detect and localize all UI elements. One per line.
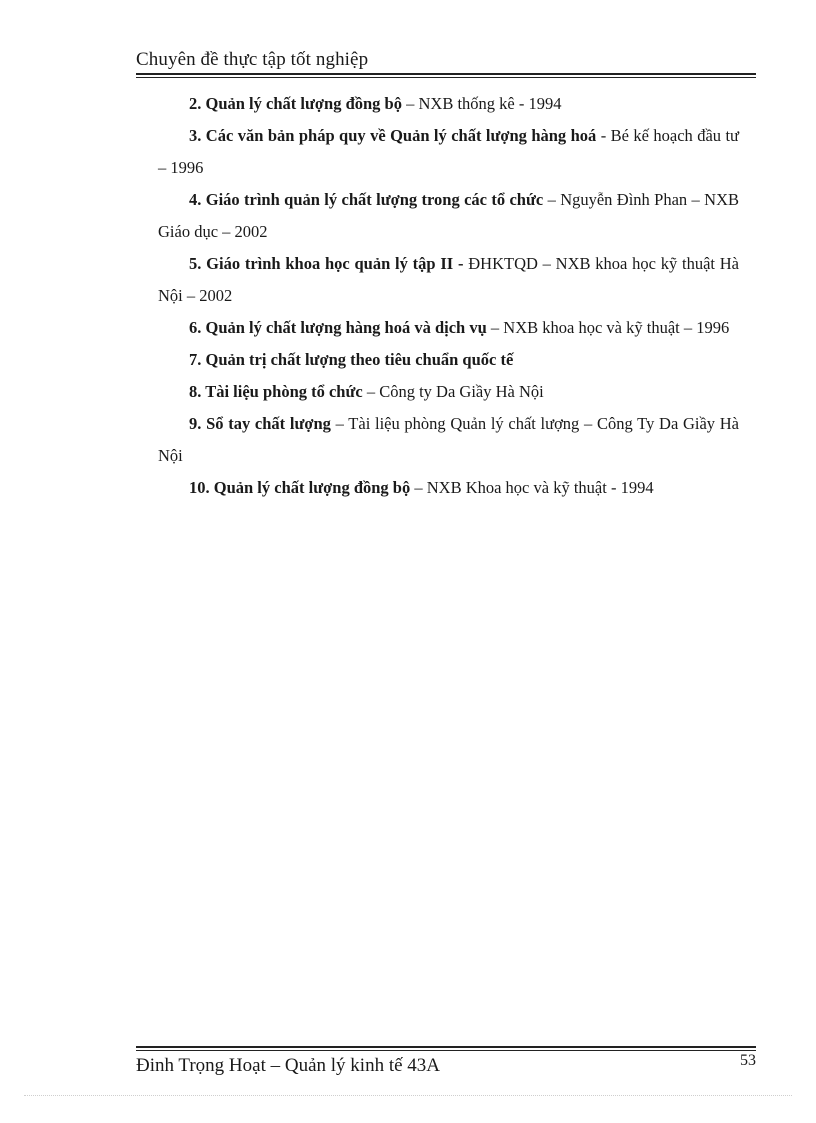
reference-item — [158, 184, 739, 248]
reference-details: – NXB khoa học và kỹ thuật – 1996 — [486, 318, 730, 337]
reference-item — [158, 312, 739, 344]
reference-item — [158, 248, 739, 312]
header-rule-thick — [136, 73, 756, 75]
page-bottom-divider — [24, 1095, 792, 1096]
reference-details: ĐHKTQD – NXB khoa học kỹ thuật Hà Nội – 2002 — [158, 254, 740, 305]
reference-item — [158, 88, 739, 120]
reference-details: – NXB Khoa học và kỹ thuật - 1994 — [410, 478, 654, 497]
reference-item — [158, 344, 739, 376]
reference-details: – Công ty Da Giầy Hà Nội — [362, 382, 544, 401]
reference-title: 2. Quản lý chất lượng đồng bộ — [189, 94, 402, 113]
reference-details: – Nguyễn Đình Phan – NXB Giáo dục – 2002 — [158, 190, 739, 241]
reference-item — [158, 408, 739, 472]
footer-rule-thin — [136, 1050, 756, 1051]
reference-item — [158, 472, 739, 504]
reference-title: 7. Quản trị chất lượng theo tiêu chuẩn quốc tế — [189, 350, 514, 369]
header-rule-thin — [136, 77, 756, 78]
reference-title: 8. Tài liệu phòng tổ chức — [189, 382, 363, 401]
reference-title: 3. Các văn bản pháp quy về Quản lý chất lượng hàng hoá — [189, 126, 597, 145]
reference-title: 6. Quản lý chất lượng hàng hoá và dịch vụ — [189, 318, 487, 337]
reference-item — [158, 376, 739, 408]
reference-title: 5. Giáo trình khoa học quản lý tập II - — [189, 254, 464, 273]
header-title: Chuyên đề thực tập tốt nghiệp — [136, 49, 369, 70]
reference-title: 9. Sổ tay chất lượng — [189, 414, 331, 433]
footer-row — [136, 1053, 756, 1079]
footer-author: Đinh Trọng Hoạt – Quản lý kinh tế 43A — [136, 1055, 440, 1076]
page-footer — [136, 1046, 756, 1079]
reference-item — [158, 120, 739, 184]
reference-title: 4. Giáo trình quản lý chất lượng trong các tổ chức — [189, 190, 544, 209]
reference-details: - Bé kế hoạch đầu tư – 1996 — [158, 126, 739, 177]
page-header — [136, 48, 756, 78]
reference-list — [158, 88, 739, 504]
reference-title: 10. Quản lý chất lượng đồng bộ — [189, 478, 411, 497]
reference-details: – Tài liệu phòng Quản lý chất lượng – Công Ty Da Giầy Hà Nội — [158, 414, 739, 465]
footer-rule-thick — [136, 1046, 756, 1048]
page-number: 53 — [740, 1052, 756, 1069]
reference-details: – NXB thống kê - 1994 — [401, 94, 562, 113]
